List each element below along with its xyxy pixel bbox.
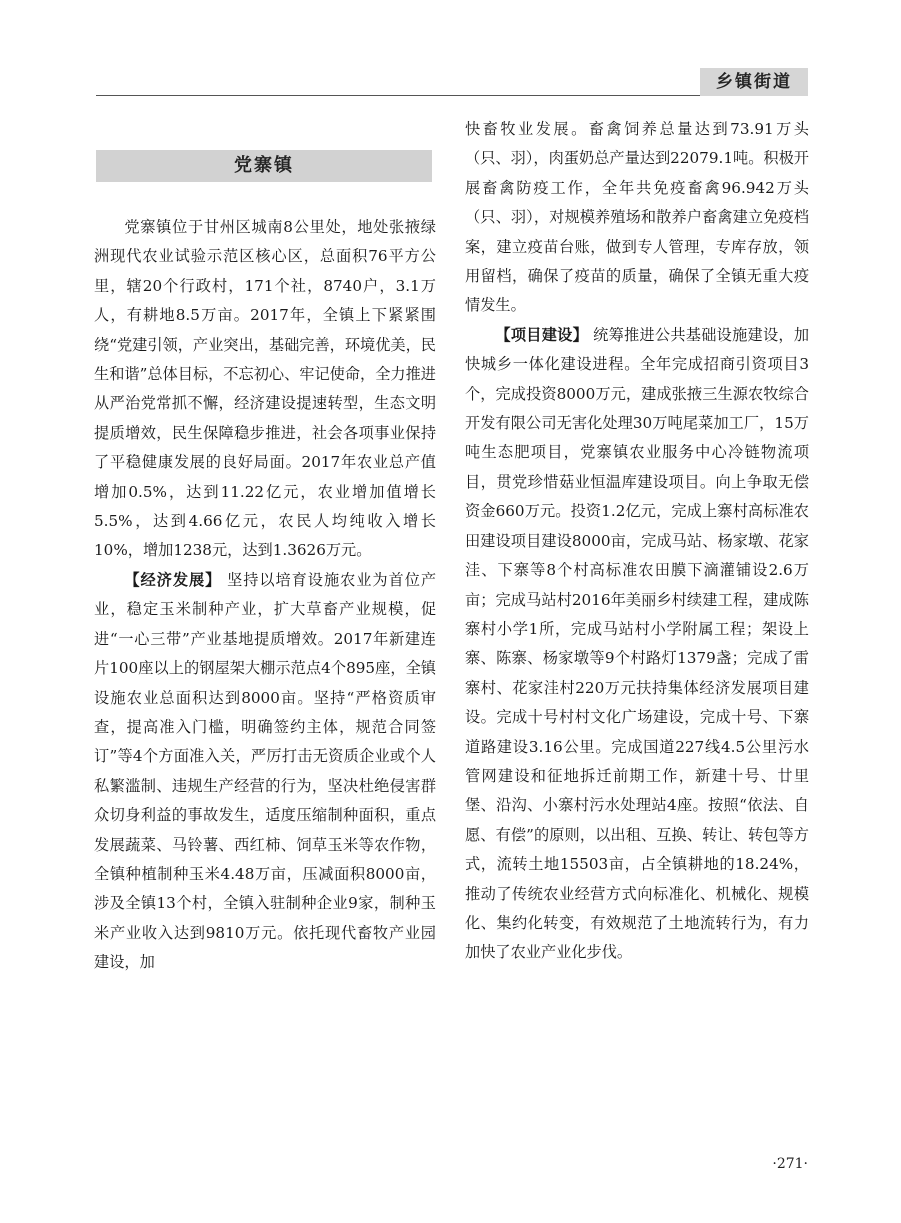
project-text: 统筹推进公共基础设施建设，加快城乡一体化建设进程。全年完成招商引资项目3个，完成投资8000万元，建成张掖三生源农牧综合开发有限公司无害化处理30万吨尾菜加工厂，15万吨生态肥项目，党寨镇农业服务中心冷链物流项目，贯党珍惜菇业恒温库建设项目。向上争取无偿资金660万元。投资1.2亿元，完成上寨村高标准农田建设项目建设8000亩，完成马站、杨家墩、花家洼、下寨等8个村高标准农田膜下滴灌铺设2.6万亩；完成马站村2016年美丽乡村续建工程，建成陈寨村小学1所，完成马站村小学附属工程；架设上寨、陈寨、杨家墩等9个村路灯1379盏；完成了雷寨村、花家洼村220万元扶持集体经济发展项目建设。完成十号村村文化广场建设，完成十号、下寨道路建设3.16公里。完成国道227线4.5公里污水管网建设和征地拆迁前期工作，新建十号、廿里堡、沿沟、小寨村污水处理站4座。按照“依法、自愿、有偿”的原则，以出租、互换、转让、转包等方式，流转土地15503亩，占全镇耕地的18.24%，推动了传统农业经营方式向标准化、机械化、规模化、集约化转变，有效规范了土地流转行为，有力加快了农业产业化步伐。: [465, 325, 810, 962]
economy-heading: 【经济发展】: [124, 570, 222, 589]
article-title: 党寨镇: [96, 150, 432, 182]
left-column: [94, 213, 436, 978]
intro-paragraph: 党寨镇位于甘州区城南8公里处，地处张掖绿洲现代农业试验示范区核心区，总面积76平方公里，辖20个行政村，171个社，8740户，3.1万人，有耕地8.5万亩。2017年，全镇上下紧紧围绕“党建引领，产业突出，基础完善，环境优美，民生和谐”总体目标，不忘初心、牢记使命，全力推进从严治党常抓不懈，经济建设提速转型，生态文明提质增效，民生保障稳步推进，社会各项事业保持了平稳健康发展的良好局面。2017年农业总产值增加0.5%，达到11.22亿元，农业增加值增长5.5%，达到4.66亿元，农民人均纯收入增长10%，增加1238元，达到1.3626万元。: [94, 218, 436, 560]
right-column: [465, 115, 809, 968]
economy-paragraph: [94, 566, 436, 978]
project-heading: 【项目建设】: [495, 325, 589, 344]
section-tab: 乡镇街道: [700, 68, 808, 96]
page-number: ·271·: [772, 1156, 808, 1172]
economy-continued: 快畜牧业发展。畜禽饲养总量达到73.91万头（只、羽），肉蛋奶总产量达到22079.1吨。积极开展畜禽防疫工作，全年共免疫畜禽96.942万头（只、羽），对规模养殖场和散养户畜禽建立免疫档案，建立疫苗台账，做到专人管理，专库存放，领用留档，确保了疫苗的质量，确保了全镇无重大疫情发生。: [465, 120, 809, 315]
economy-text: 坚持以培育设施农业为首位产业，稳定玉米制种产业，扩大草畜产业规模，促进“一心三带”产业基地提质增效。2017年新建连片100座以上的钢屋架大棚示范点4个895座，全镇设施农业总面积达到8000亩。坚持“严格资质审查，提高准入门槛，明确签约主体，规范合同签订”等4个方面准入关，严厉打击无资质企业或个人私繁滥制、违规生产经营的行为，坚决杜绝侵害群众切身利益的事故发生，适度压缩制种面积，重点发展蔬菜、马铃薯、西红柿、饲草玉米等农作物，全镇种植制种玉米4.48万亩，压减面积8000亩，涉及全镇13个村，全镇入驻制种企业9家，制种玉米产业收入达到9810万元。依托现代畜牧产业园建设，加: [94, 570, 437, 972]
project-paragraph: [465, 321, 809, 968]
